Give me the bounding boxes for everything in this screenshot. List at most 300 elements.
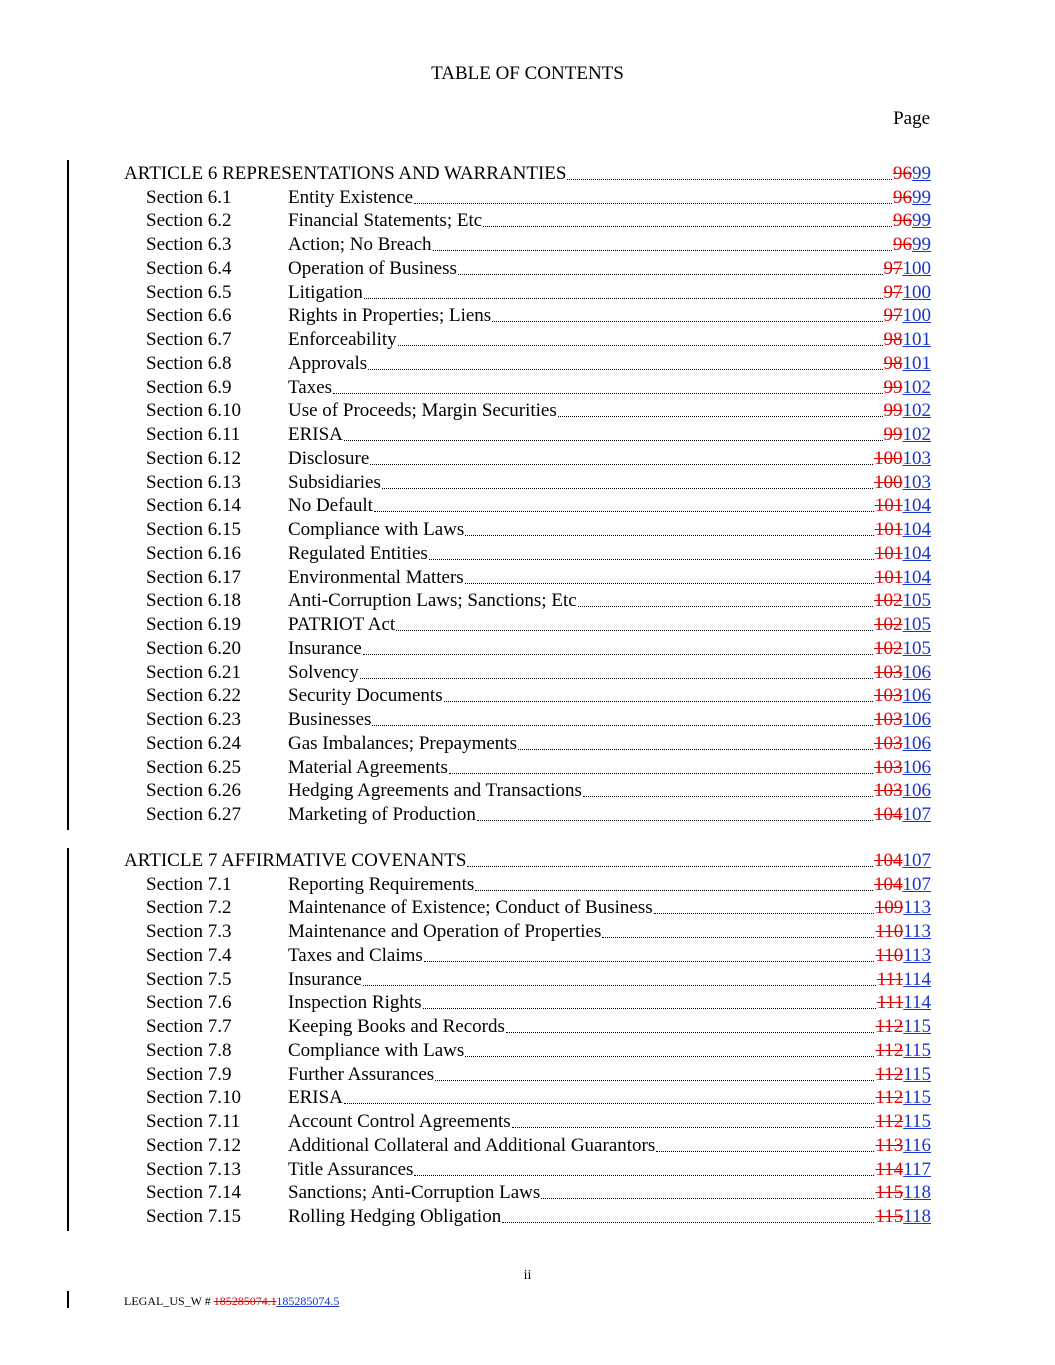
section-title: Reporting Requirements <box>288 873 475 895</box>
section-title: Maintenance and Operation of Properties <box>288 921 602 942</box>
toc-entry[interactable] <box>124 185 931 209</box>
toc-entry[interactable] <box>124 660 931 684</box>
page-ref <box>874 804 931 826</box>
dot-leader <box>372 725 873 726</box>
section-title: Gas Imbalances; Prepayments <box>288 732 517 754</box>
dot-leader <box>583 796 873 797</box>
inserted-page-number[interactable]: 105 <box>902 637 931 659</box>
page-number: ii <box>523 1268 532 1283</box>
page-ref <box>877 969 931 991</box>
article-title: ARTICLE 6 REPRESENTATIONS AND WARRANTIES <box>124 162 567 184</box>
inserted-page-number[interactable]: 114 <box>903 992 931 1014</box>
change-bar <box>67 848 69 1231</box>
toc-entry[interactable] <box>124 991 931 1015</box>
deleted-page-number: 102 <box>874 637 903 659</box>
page-ref <box>893 210 931 232</box>
inserted-page-number[interactable]: 105 <box>902 590 931 612</box>
deleted-page-number: 98 <box>883 329 903 350</box>
inserted-page-number[interactable]: 99 <box>912 210 931 232</box>
section-title: Taxes and Claims <box>288 944 423 966</box>
page-ref <box>875 1064 931 1086</box>
inserted-page-number[interactable]: 106 <box>902 685 931 707</box>
section-title: Keeping Books and Records <box>288 1016 505 1037</box>
section-number: Section 6.20 <box>146 637 241 659</box>
deleted-page-number: 96 <box>893 234 912 255</box>
deleted-page-number: 96 <box>893 186 912 208</box>
dot-leader <box>492 321 882 322</box>
section-number: Section 6.19 <box>146 614 241 635</box>
deleted-page-number: 102 <box>874 614 903 635</box>
dot-leader <box>465 583 874 584</box>
inserted-page-number[interactable]: 101 <box>902 352 931 374</box>
section-number: Section 7.1 <box>146 873 232 895</box>
deleted-page-number: 101 <box>874 519 903 540</box>
deleted-page-number: 97 <box>883 305 903 327</box>
inserted-page-number[interactable]: 104 <box>902 566 931 588</box>
section-title: Operation of Business <box>288 257 457 279</box>
deleted-page-number: 103 <box>874 685 903 707</box>
toc-entry[interactable] <box>124 1086 931 1110</box>
section-number: Section 6.26 <box>146 780 241 802</box>
section-number: Section 7.5 <box>146 968 232 990</box>
inserted-page-number[interactable]: 102 <box>902 400 931 422</box>
dot-leader <box>458 274 883 275</box>
dot-leader <box>656 1151 874 1152</box>
page-ref <box>884 400 932 422</box>
section-number: Section 7.12 <box>146 1134 241 1156</box>
toc-entry[interactable] <box>124 731 931 755</box>
toc-entry[interactable] <box>124 446 931 470</box>
deleted-page-number: 111 <box>876 992 904 1014</box>
article-title: ARTICLE 7 AFFIRMATIVE COVENANTS <box>124 849 467 871</box>
deleted-page-number: 110 <box>875 921 904 942</box>
page-ref <box>875 945 931 967</box>
section-title: Financial Statements; Etc <box>288 210 483 232</box>
dot-leader <box>368 369 882 370</box>
section-title: Rights in Properties; Liens <box>288 305 492 327</box>
page-ref <box>884 353 932 375</box>
toc-entry[interactable] <box>124 919 931 943</box>
section-number: Section 6.22 <box>146 685 241 707</box>
section-number: Section 6.17 <box>146 566 241 588</box>
deleted-page-number: 112 <box>875 1016 904 1037</box>
section-title: Compliance with Laws <box>288 519 465 540</box>
toc-entry[interactable] <box>124 707 931 731</box>
dot-leader <box>363 654 873 655</box>
toc-entry[interactable] <box>124 280 931 304</box>
toc-entry[interactable] <box>124 967 931 991</box>
toc-entry[interactable] <box>124 755 931 779</box>
dot-leader <box>374 511 874 512</box>
toc-entry[interactable] <box>124 802 931 826</box>
toc-entry[interactable] <box>124 943 931 967</box>
deleted-page-number: 111 <box>876 968 904 990</box>
deleted-page-number: 104 <box>874 873 903 895</box>
section-number: Section 6.23 <box>146 709 241 730</box>
inserted-page-number[interactable]: 102 <box>902 376 931 398</box>
section-number: Section 6.12 <box>146 447 241 469</box>
toc-entry[interactable] <box>124 327 931 351</box>
deleted-page-number: 112 <box>875 1063 904 1085</box>
page-ref <box>875 1159 931 1181</box>
section-title: Use of Proceeds; Margin Securities <box>288 400 557 422</box>
toc-entry[interactable] <box>124 375 931 399</box>
inserted-page-number[interactable]: 106 <box>902 709 931 730</box>
deleted-page-number: 110 <box>875 944 904 966</box>
section-title: Insurance <box>288 637 362 659</box>
inserted-page-number[interactable]: 99 <box>912 186 931 208</box>
section-number: Section 6.11 <box>146 424 241 445</box>
document-id <box>124 1294 339 1309</box>
section-title: Environmental Matters <box>288 566 464 588</box>
inserted-page-number[interactable]: 103 <box>902 471 931 493</box>
inserted-doc-version: 185285074.5 <box>276 1294 340 1308</box>
deleted-page-number: 103 <box>874 756 903 778</box>
toc-entry[interactable] <box>124 256 931 280</box>
section-title: Sanctions; Anti-Corruption Laws <box>288 1182 541 1204</box>
inserted-page-number[interactable]: 106 <box>902 661 931 683</box>
inserted-page-number[interactable]: 102 <box>902 424 931 445</box>
deleted-page-number: 103 <box>874 780 903 802</box>
section-number: Section 6.21 <box>146 661 241 683</box>
page-ref <box>893 234 931 256</box>
section-title: Businesses <box>288 709 372 730</box>
inserted-page-number[interactable]: 107 <box>902 873 931 895</box>
section-number: Section 6.4 <box>146 257 232 279</box>
article-heading[interactable] <box>124 161 931 185</box>
page-ref <box>874 448 931 470</box>
section-number: Section 7.4 <box>146 944 232 966</box>
inserted-page-number[interactable]: 107 <box>902 849 931 871</box>
deleted-page-number: 101 <box>874 566 903 588</box>
deleted-page-number: 112 <box>875 1039 904 1061</box>
toc-entry[interactable] <box>124 494 931 518</box>
toc-entry[interactable] <box>124 209 931 233</box>
section-number: Section 6.3 <box>146 234 232 255</box>
section-title: No Default <box>288 495 373 517</box>
toc-entry[interactable] <box>124 1204 931 1228</box>
toc-entry[interactable] <box>124 1014 931 1038</box>
inserted-page-number[interactable]: 104 <box>902 495 931 517</box>
deleted-page-number: 115 <box>875 1182 904 1204</box>
section-title: Inspection Rights <box>288 992 422 1014</box>
section-number: Section 6.5 <box>146 281 232 303</box>
deleted-page-number: 114 <box>875 1158 904 1180</box>
section-number: Section 6.25 <box>146 756 241 778</box>
section-number: Section 6.15 <box>146 519 241 540</box>
section-title: Taxes <box>288 376 333 398</box>
section-title: Compliance with Laws <box>288 1039 465 1061</box>
deleted-page-number: 103 <box>874 732 903 754</box>
page-ref <box>874 590 931 612</box>
section-title: Insurance <box>288 968 362 990</box>
page-ref <box>874 472 931 494</box>
toc-entry[interactable] <box>124 1038 931 1062</box>
article-heading[interactable] <box>124 848 931 872</box>
deleted-page-number: 96 <box>893 162 912 184</box>
page-ref <box>875 1087 931 1109</box>
dot-leader <box>558 416 883 417</box>
dot-leader <box>475 890 873 891</box>
section-title: Account Control Agreements <box>288 1111 511 1132</box>
toc-entry[interactable] <box>124 304 931 328</box>
inserted-page-number[interactable]: 106 <box>902 732 931 754</box>
toc-entry[interactable] <box>124 422 931 446</box>
section-number: Section 6.2 <box>146 210 232 232</box>
page-ref <box>874 850 931 872</box>
page-ref <box>874 685 931 707</box>
section-number: Section 6.8 <box>146 352 232 374</box>
page-ref <box>875 1016 931 1038</box>
page-ref <box>884 282 932 304</box>
page-ref <box>874 780 931 802</box>
dot-leader <box>370 464 873 465</box>
toc-entry[interactable] <box>124 232 931 256</box>
section-number: Section 7.10 <box>146 1087 241 1109</box>
page-ref <box>877 992 931 1014</box>
deleted-page-number: 96 <box>893 210 912 232</box>
section-number: Section 7.2 <box>146 897 232 919</box>
page-ref <box>884 305 932 327</box>
toc-entry[interactable] <box>124 896 931 920</box>
section-list <box>124 872 931 1228</box>
section-number: Section 7.8 <box>146 1039 232 1061</box>
toc-entry[interactable] <box>124 351 931 375</box>
inserted-page-number[interactable]: 104 <box>902 519 931 540</box>
deleted-page-number: 101 <box>874 495 903 517</box>
page-ref <box>875 1206 931 1228</box>
section-number: Section 6.27 <box>146 804 241 825</box>
deleted-page-number: 104 <box>874 804 903 825</box>
section-title: PATRIOT Act <box>288 614 396 635</box>
dot-leader <box>344 1103 875 1104</box>
page-ref <box>875 1182 931 1204</box>
inserted-page-number[interactable]: 105 <box>902 614 931 635</box>
section-number: Section 7.6 <box>146 992 232 1014</box>
inserted-page-number[interactable]: 115 <box>903 1063 931 1085</box>
page-ref <box>884 329 932 351</box>
page-ref <box>874 709 931 731</box>
deleted-page-number: 97 <box>883 281 903 303</box>
section-title: Approvals <box>288 352 368 374</box>
page-ref <box>874 874 931 896</box>
inserted-page-number[interactable]: 114 <box>903 968 931 990</box>
toc-entry[interactable] <box>124 565 931 589</box>
toc-entry[interactable] <box>124 1133 931 1157</box>
dot-leader <box>398 345 883 346</box>
deleted-page-number: 101 <box>874 542 903 564</box>
dot-leader <box>654 913 874 914</box>
toc-title: TABLE OF CONTENTS <box>431 63 624 84</box>
page-ref <box>875 897 931 919</box>
inserted-page-number[interactable]: 106 <box>902 756 931 778</box>
section-title: Additional Collateral and Additional Guarantors <box>288 1134 656 1156</box>
section-title: Litigation <box>288 281 363 303</box>
toc-entry[interactable] <box>124 612 931 636</box>
dot-leader <box>360 678 873 679</box>
inserted-page-number[interactable]: 113 <box>903 897 931 919</box>
deleted-page-number: 113 <box>875 1134 904 1156</box>
section-title: Security Documents <box>288 685 443 707</box>
deleted-page-number: 97 <box>883 257 903 279</box>
deleted-page-number: 103 <box>874 661 903 683</box>
deleted-page-number: 103 <box>874 709 903 730</box>
section-title: Marketing of Production <box>288 804 476 825</box>
page-ref <box>874 733 931 755</box>
inserted-page-number[interactable]: 100 <box>902 305 931 327</box>
section-number: Section 7.7 <box>146 1016 232 1037</box>
section-title: Entity Existence <box>288 186 414 208</box>
inserted-page-number[interactable]: 115 <box>903 1087 931 1109</box>
deleted-page-number: 99 <box>883 400 903 422</box>
dot-leader <box>541 1198 874 1199</box>
dot-leader <box>465 1056 874 1057</box>
dot-leader <box>333 393 882 394</box>
dot-leader <box>444 701 873 702</box>
deleted-page-number: 115 <box>875 1206 904 1227</box>
toc-entry[interactable] <box>124 1109 931 1133</box>
section-title: Solvency <box>288 661 359 683</box>
section-number: Section 7.14 <box>146 1182 241 1204</box>
toc-entry[interactable] <box>124 399 931 423</box>
section-title: Subsidiaries <box>288 471 381 493</box>
page-ref <box>874 757 931 779</box>
deleted-page-number: 99 <box>883 424 903 445</box>
inserted-page-number[interactable]: 99 <box>912 162 931 184</box>
dot-leader <box>344 440 883 441</box>
section-number: Section 6.14 <box>146 495 241 517</box>
dot-leader <box>483 226 892 227</box>
section-title: Hedging Agreements and Transactions <box>288 780 582 802</box>
section-number: Section 6.24 <box>146 732 241 754</box>
section-number: Section 6.7 <box>146 329 232 350</box>
inserted-page-number[interactable]: 107 <box>902 804 931 825</box>
section-title: ERISA <box>288 424 343 445</box>
inserted-page-number[interactable]: 113 <box>903 944 931 966</box>
inserted-page-number[interactable]: 115 <box>903 1111 931 1132</box>
section-title: Regulated Entities <box>288 542 428 564</box>
toc-entry[interactable] <box>124 1181 931 1205</box>
toc-entry[interactable] <box>124 1157 931 1181</box>
dot-leader <box>363 985 876 986</box>
deleted-page-number: 98 <box>883 352 903 374</box>
section-title: Disclosure <box>288 447 370 469</box>
doc-id-prefix: LEGAL_US_W # <box>124 1294 214 1308</box>
page-ref <box>875 1135 931 1157</box>
page-ref <box>875 921 931 943</box>
deleted-page-number: 112 <box>875 1087 904 1109</box>
page-ref <box>874 638 931 660</box>
toc-entry[interactable] <box>124 517 931 541</box>
dot-leader <box>465 535 873 536</box>
section-number: Section 6.16 <box>146 542 241 564</box>
inserted-page-number[interactable]: 101 <box>902 329 931 350</box>
inserted-page-number[interactable]: 113 <box>903 921 931 942</box>
section-number: Section 6.9 <box>146 376 232 398</box>
dot-leader <box>506 1032 875 1033</box>
dot-leader <box>518 749 873 750</box>
toc-entry[interactable] <box>124 589 931 613</box>
section-title: ERISA <box>288 1087 343 1109</box>
dot-leader <box>396 630 873 631</box>
deleted-page-number: 112 <box>875 1111 904 1132</box>
toc-entry[interactable] <box>124 684 931 708</box>
section-number: Section 7.15 <box>146 1206 241 1227</box>
inserted-page-number[interactable]: 104 <box>902 542 931 564</box>
dot-leader <box>414 1175 874 1176</box>
section-number: Section 7.13 <box>146 1158 241 1180</box>
toc-entry[interactable] <box>124 636 931 660</box>
section-title: Action; No Breach <box>288 234 432 255</box>
page-ref <box>874 662 931 684</box>
section-number: Section 6.1 <box>146 186 232 208</box>
change-bar <box>67 160 69 830</box>
dot-leader <box>567 179 892 180</box>
page-ref <box>893 187 931 209</box>
page-ref <box>884 424 932 446</box>
section-number: Section 7.11 <box>146 1111 241 1132</box>
section-title: Further Assurances <box>288 1063 435 1085</box>
article-7-block <box>124 848 931 1228</box>
dot-leader <box>602 937 874 938</box>
dot-leader <box>414 203 892 204</box>
deleted-page-number: 104 <box>874 849 903 871</box>
toc-entry[interactable] <box>124 470 931 494</box>
dot-leader <box>433 250 892 251</box>
section-title: Enforceability <box>288 329 397 350</box>
inserted-page-number[interactable]: 100 <box>902 257 931 279</box>
inserted-page-number[interactable]: 117 <box>903 1158 931 1180</box>
inserted-page-number[interactable]: 116 <box>903 1134 931 1156</box>
dot-leader <box>578 606 873 607</box>
section-title: Maintenance of Existence; Conduct of Business <box>288 897 653 919</box>
deleted-page-number: 100 <box>874 447 903 469</box>
page-ref <box>875 567 931 589</box>
inserted-page-number[interactable]: 103 <box>902 447 931 469</box>
inserted-page-number[interactable]: 118 <box>903 1206 931 1227</box>
section-title: Rolling Hedging Obligation <box>288 1206 502 1227</box>
toc-entry[interactable] <box>124 1062 931 1086</box>
dot-leader <box>502 1222 874 1223</box>
inserted-page-number[interactable]: 99 <box>912 234 931 255</box>
section-list <box>124 185 931 826</box>
inserted-page-number[interactable]: 100 <box>902 281 931 303</box>
deleted-page-number: 102 <box>874 590 903 612</box>
dot-leader <box>429 559 874 560</box>
inserted-page-number[interactable]: 115 <box>903 1016 931 1037</box>
page-ref <box>875 1111 931 1133</box>
toc-entry[interactable] <box>124 541 931 565</box>
deleted-doc-version: 185285074.1 <box>213 1294 277 1308</box>
inserted-page-number[interactable]: 118 <box>903 1182 931 1204</box>
dot-leader <box>467 866 873 867</box>
inserted-page-number[interactable]: 115 <box>903 1039 931 1061</box>
section-number: Section 7.9 <box>146 1063 232 1085</box>
page-ref <box>875 543 931 565</box>
page-ref <box>884 258 932 280</box>
dot-leader <box>424 961 875 962</box>
toc-entry[interactable] <box>124 779 931 803</box>
change-bar <box>67 1291 69 1308</box>
inserted-page-number[interactable]: 106 <box>902 780 931 802</box>
section-number: Section 6.6 <box>146 305 232 327</box>
toc-entry[interactable] <box>124 872 931 896</box>
page-ref <box>874 614 931 636</box>
dot-leader <box>364 298 883 299</box>
section-number: Section 7.3 <box>146 921 232 942</box>
page-ref <box>875 1040 931 1062</box>
section-title: Title Assurances <box>288 1158 414 1180</box>
